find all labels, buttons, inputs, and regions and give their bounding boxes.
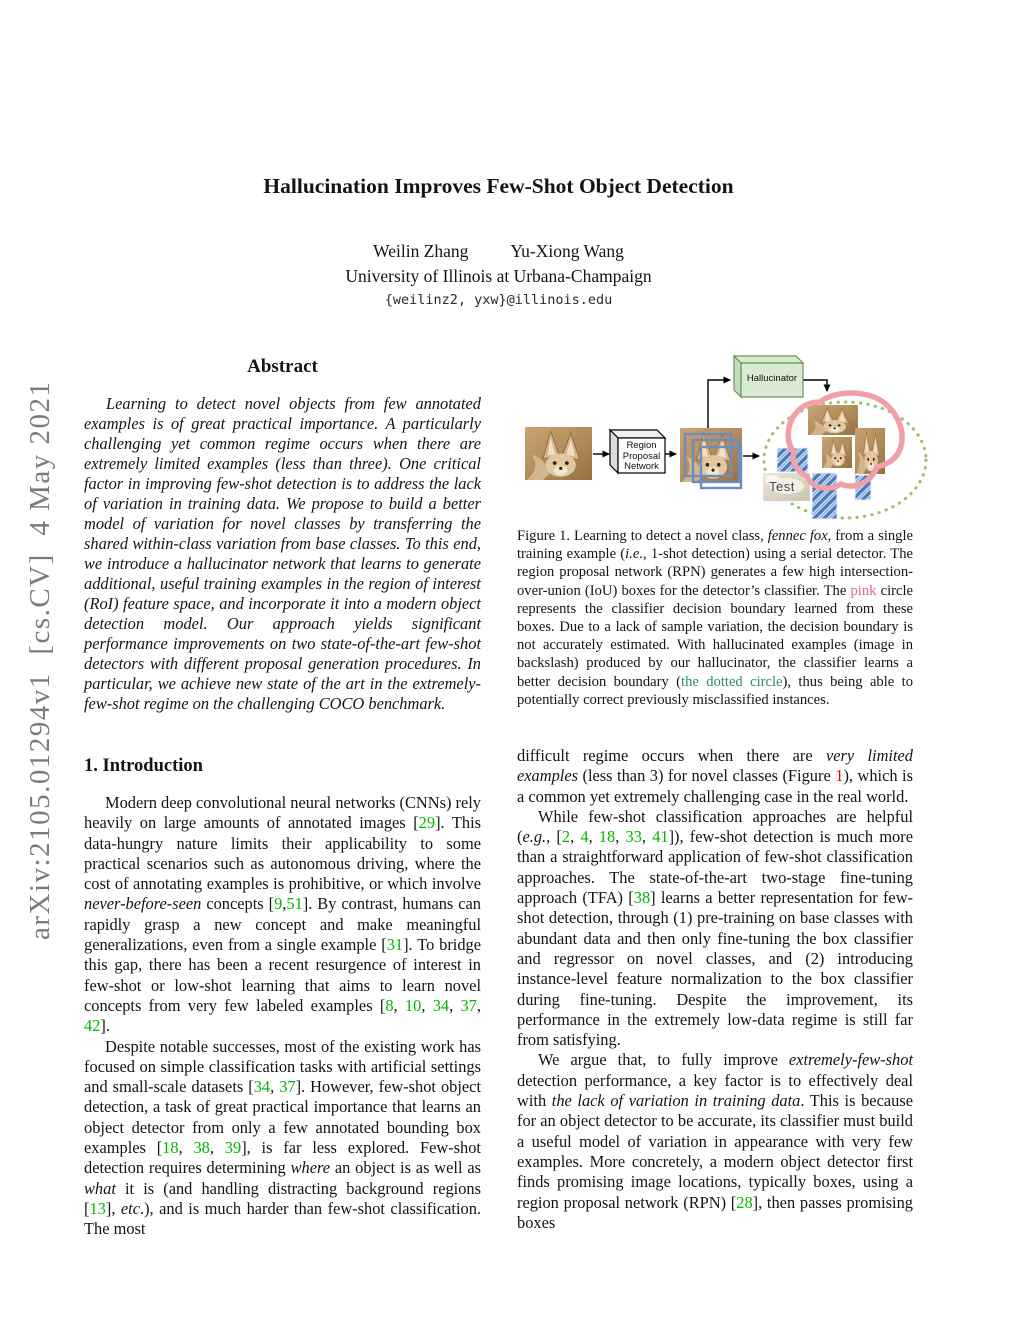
citation-link[interactable]: 37	[279, 1077, 296, 1097]
text-segment: . This is because for an object detector to be accurate, its classifier must build a useful model of variation in appearance with very few examples. More concretely, a modern object detector first finds promising image locations, typically boxes, using a region proposal network (RPN) [	[517, 1091, 913, 1212]
text-segment: concepts [	[201, 894, 275, 914]
text-segment: an object is as well as	[330, 1158, 481, 1178]
citation-link[interactable]: 38	[193, 1138, 210, 1158]
arrow-hallucinator-to-cluster	[803, 380, 827, 391]
text-segment: ,	[588, 827, 599, 847]
citation-link[interactable]: 38	[633, 888, 651, 908]
text-segment: We argue that, to fully improve	[538, 1050, 789, 1070]
text-segment: ,	[449, 995, 461, 1015]
text-segment: , 1-shot detection) using a serial detector. The region proposal network (RPN) generates a few high intersection-over-union (IoU) boxes for the detector’s classifier. The	[517, 546, 913, 599]
text-segment: ]), few-shot detection is much more than a straightforward application of few-shot classification approaches. The state-of-the-art two-stage fine-tuning approach (TFA) [	[517, 827, 913, 908]
arxiv-banner: arXiv:2105.01294v1 [cs.CV] 4 May 2021	[24, 380, 56, 940]
citation-link[interactable]: 51	[286, 894, 303, 914]
right-column	[517, 746, 913, 1233]
abstract-heading: Abstract	[247, 356, 318, 377]
text-segment: (less than 3) for novel classes (Figure	[578, 766, 836, 786]
figure-link[interactable]: 1	[835, 766, 844, 786]
text-segment: etc	[120, 1198, 140, 1218]
author-block	[84, 241, 913, 262]
text-segment: ,	[476, 995, 481, 1015]
section-heading-introduction: 1. Introduction	[84, 756, 203, 776]
proposal-image	[680, 428, 742, 488]
text-segment: difficult regime occurs when there are	[517, 746, 826, 765]
citation-link[interactable]: 42	[84, 1016, 101, 1036]
text-segment: the lack of variation in training data	[551, 1091, 801, 1111]
test-label: Test	[769, 479, 795, 494]
text-segment: ]. By contrast, humans can rapidly grasp a new concept and make meaningful generalizations, even from a single example [	[84, 894, 482, 955]
text-segment: ,	[393, 995, 405, 1015]
intro-paragraph-1	[84, 793, 481, 1037]
citation-link[interactable]: 9	[274, 894, 283, 914]
citation-link[interactable]: 37	[460, 995, 477, 1015]
text-segment: very limited examples	[517, 746, 913, 786]
real-example-thumb	[808, 405, 858, 435]
text-segment: where	[290, 1158, 331, 1178]
text-segment: ,	[209, 1138, 225, 1158]
rpn-label	[618, 441, 665, 473]
citation-link[interactable]: 2	[561, 827, 571, 847]
text-segment: ,	[421, 995, 433, 1015]
text-segment: Figure 1. Learning to detect a novel class,	[517, 528, 768, 544]
text-segment: , [	[546, 827, 562, 847]
hallucinated-example-thumb	[812, 473, 837, 519]
body-paragraph-2	[517, 807, 913, 1051]
paper-title: Hallucination Improves Few-Shot Object Detection	[263, 174, 734, 198]
citation-link[interactable]: 18	[598, 827, 616, 847]
text-segment: detection performance, a key factor is to effectively deal with	[517, 1070, 913, 1111]
text-segment: , from a single training example (	[517, 528, 913, 563]
body-paragraph-1	[517, 746, 913, 807]
figure-1-caption	[517, 527, 913, 709]
citation-link[interactable]: 34	[253, 1077, 271, 1097]
author-emails[interactable]: {weilinz2, yxw}@illinois.edu	[384, 292, 613, 308]
figure-1	[515, 350, 950, 525]
text-segment: ,	[178, 1138, 194, 1158]
citation-link[interactable]: 39	[224, 1138, 242, 1158]
text-segment: ,	[282, 894, 287, 914]
text-segment: extremely-few-shot	[788, 1050, 913, 1070]
text-segment: never-before-seen	[84, 894, 202, 914]
left-column	[84, 793, 481, 1240]
citation-link[interactable]: 41	[652, 827, 669, 847]
rpn-label-line2: Proposal	[622, 450, 661, 462]
hallucinator-label: Hallucinator	[746, 373, 798, 384]
text-segment: it is (and handling distracting background regions [	[84, 1178, 481, 1218]
text-segment: i.e.	[625, 546, 643, 563]
text-segment: fennec fox	[767, 528, 828, 544]
text-segment: Despite notable successes, most of the existing work has focused on simple classification tasks with artificial settings and small-scale datasets [	[84, 1036, 481, 1097]
text-segment: the dotted circle	[681, 673, 783, 690]
text-segment: ].	[100, 1016, 110, 1036]
text-segment: While few-shot classification approaches are helpful (	[517, 806, 913, 847]
citation-link[interactable]: 13	[89, 1198, 106, 1218]
text-segment: ,	[570, 827, 581, 847]
text-segment: ] learns a better representation for few-shot detection, through (1) pre-training on base classes with abundant data and then only fine-tuning the box classifier and regressor on novel classes, and (2) introducing instance-level feature normalization to the box classifier during fine-tuning. Despite the improvement, its performance in the extremely low-data regime is still far from satisfying.	[517, 888, 913, 1050]
affiliation: University of Illinois at Urbana-Champaign	[345, 266, 652, 286]
text-segment: ], is far less explored. Few-shot detection requires determining	[84, 1138, 481, 1178]
citation-link[interactable]: 4	[580, 827, 589, 847]
text-segment: e.g.	[522, 827, 547, 847]
text-segment: ]. To bridge this gap, there has been a recent resurgence of interest in few-shot or low-shot learning that aims to learn novel concepts from very few labeled examples [	[84, 935, 481, 1015]
text-segment: ), thus being able to potentially correct previously misclassified instances.	[517, 673, 913, 708]
text-segment: Modern deep convolutional neural networks (CNNs) rely heavily on large amounts of annotated images [	[84, 793, 481, 833]
author-name-2: Yu-Xiong Wang	[510, 241, 624, 261]
citation-link[interactable]: 29	[418, 813, 436, 833]
body-paragraph-3	[517, 1050, 913, 1233]
text-segment: ],	[105, 1198, 121, 1218]
text-segment: ]. However, few-shot object detection, a task of great practical importance that learns an object detector from only a few annotated bounding box examples [	[84, 1077, 482, 1158]
citation-link[interactable]: 28	[736, 1192, 753, 1212]
text-segment: what	[84, 1178, 116, 1198]
text-segment: ], then passes promising boxes	[517, 1192, 913, 1232]
citation-link[interactable]: 34	[432, 995, 450, 1015]
text-segment: circle represents the classifier decision boundary learned from these boxes. Due to a lack of sample variation, the decision boundary is not accurately estimated. With hallucinated examples (image in backslash) produced by our hallucinator, the classifier learns a better decision boundary (	[517, 582, 913, 690]
citation-link[interactable]: 33	[625, 827, 642, 847]
training-image-fennec-fox	[525, 427, 592, 480]
author-name-1: Weilin Zhang	[373, 241, 469, 261]
intro-paragraph-2	[84, 1037, 481, 1240]
text-segment: pink	[850, 582, 877, 599]
abstract-text: Learning to detect novel objects from few annotated examples is of great practical importance. A particularly challenging yet common regime occurs when there are extremely limited examples (less than three). One critical factor in improving few-shot detection is to address the lack of variation in training data. We propose to build a better model of variation for novel classes by transferring the shared within-class variation from base classes. To this end, we introduce a hallucinator network that learns to generate additional, useful training examples in the region of interest (RoI) feature space, and incorporate it into a modern object detection model. Our approach yields significant performance improvements on two state-of-the-art few-shot detectors with different proposal generation procedures. In particular, we achieve new state of the art in the extremely-few-shot regime on the challenging COCO benchmark.	[84, 394, 481, 713]
real-example-thumb	[822, 437, 852, 468]
text-segment: .), and is much harder than few-shot classification. The most	[84, 1198, 481, 1239]
rpn-label-line3: Network	[624, 461, 659, 472]
rpn-label-line1: Region	[626, 440, 657, 451]
arrow-proposals-to-hallucinator	[708, 380, 730, 428]
text-segment: ), which is a common yet extremely challenging case in the real world.	[517, 766, 913, 806]
text-segment: ,	[270, 1077, 280, 1097]
citation-link[interactable]: 10	[404, 995, 422, 1015]
text-segment: ]. This data-hungry nature limits their applicability to some practical scenarios such as autonomous driving, where the cost of annotating examples is prohibitive, or which involve	[84, 813, 482, 894]
text-segment: ,	[641, 827, 653, 847]
citation-link[interactable]: 18	[162, 1138, 179, 1158]
citation-link[interactable]: 31	[386, 935, 404, 955]
figure-1-graphic	[515, 350, 950, 525]
text-segment: ,	[615, 827, 626, 847]
citation-link[interactable]: 8	[385, 995, 394, 1015]
